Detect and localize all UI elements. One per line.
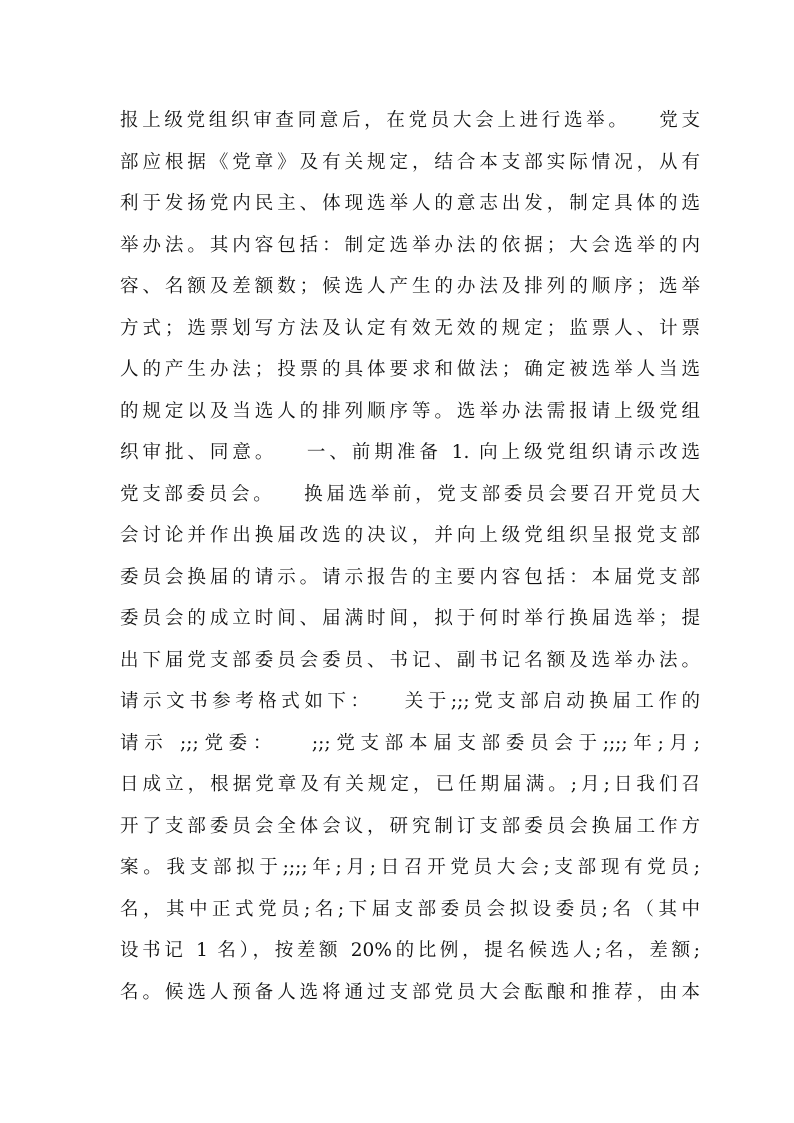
text-line: 案。我支部拟于;;;;年;月;日召开党员大会;支部现有党员; xyxy=(120,857,700,878)
text-line: 日成立，根据党章及有关规定，已任期届满。;月;日我们召 xyxy=(120,774,700,795)
text-line: 人的产生办法；投票的具体要求和做法；确定被选举人当选 xyxy=(120,359,700,380)
text-line: 的规定以及当选人的排列顺序等。选举办法需报请上级党组 xyxy=(120,400,700,422)
document-body xyxy=(120,100,700,1013)
text-line: 织审批、同意。 一、前期准备 1. 向上级党组织请示改选 xyxy=(120,442,700,463)
text-line: 委员会的成立时间、届满时间，拟于何时举行换届选举；提 xyxy=(120,608,700,629)
text-line: 会讨论并作出换届改选的决议，并向上级党组织呈报党支部 xyxy=(120,525,700,546)
text-line: 设书记 1 名），按差额 20%的比例，提名候选人;名，差额; xyxy=(120,940,700,961)
text-line: 名，其中正式党员;名;下届支部委员会拟设委员;名（其中 xyxy=(120,898,700,920)
text-line: 报上级党组织审查同意后，在党员大会上进行选举。 党支 xyxy=(120,110,700,131)
text-line: 举办法。其内容包括：制定选举办法的依据；大会选举的内 xyxy=(120,234,700,256)
text-line: 方式；选票划写方法及认定有效无效的规定；监票人、计票 xyxy=(120,317,700,339)
text-line: 名。候选人预备人选将通过支部党员大会酝酿和推荐，由本 xyxy=(120,981,700,1003)
text-line: 请示 ;;;党委： ;;;党支部本届支部委员会于;;;;年;月; xyxy=(120,732,700,754)
text-line: 部应根据《党章》及有关规定，结合本支部实际情况，从有 xyxy=(120,151,700,173)
text-line: 利于发扬党内民主、体现选举人的意志出发，制定具体的选 xyxy=(120,193,700,214)
text-line: 出下届党支部委员会委员、书记、副书记名额及选举办法。 xyxy=(120,649,700,671)
text-line: 开了支部委员会全体会议，研究制订支部委员会换届工作方 xyxy=(120,815,700,837)
text-line: 党支部委员会。 换届选举前，党支部委员会要召开党员大 xyxy=(120,483,700,505)
text-line: 委员会换届的请示。请示报告的主要内容包括：本届党支部 xyxy=(120,566,700,588)
text-line: 请示文书参考格式如下： 关于;;;党支部启动换届工作的 xyxy=(120,691,700,712)
text-line: 容、名额及差额数；候选人产生的办法及排列的顺序；选举 xyxy=(120,276,700,297)
